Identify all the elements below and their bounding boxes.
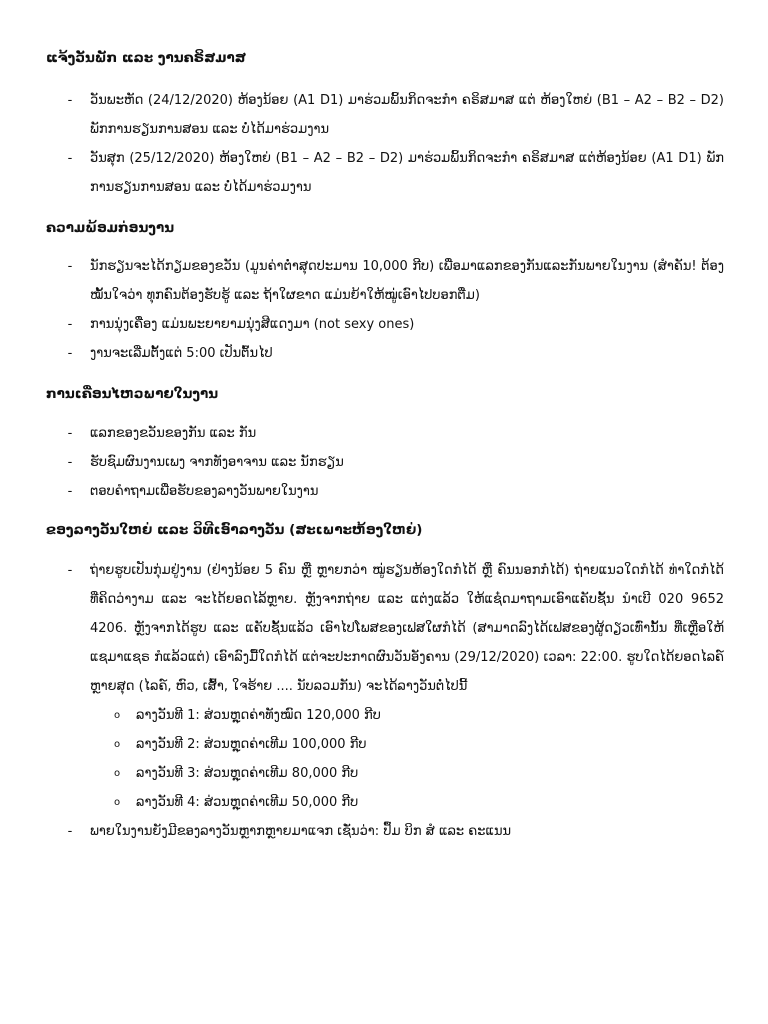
prize-text: ລາງວັນທີ 2: ສ່ວນຫຼຸດຄ່າເທີມ 100,000 ກີບ (136, 737, 367, 752)
dash-bullet: - (67, 484, 73, 499)
list-item-text: ນັກຮຽນຈະໄດ້ກຽມຂອງຂວັນ (ມູນຄ່າຕໍ່າສຸດປະມານ 10,000 ກີບ) ເພື່ອມາແລກຂອງກັນແລະກັນພາຍໃນງານ (ສຳຄັນ! ຕ້ອງໝັ້ນໃຈວ່າ ທຸກຄົນຕ້ອງຮັບຮູ້ ແລະ ຖ້າໃຜຂາດ ແມ່ນຍ້າໃຫ້ໝູ່ເອົາໄປບອກຕື່ມ) (90, 259, 724, 303)
prize-text: ລາງວັນທີ 1: ສ່ວນຫຼຸດຄ່າທັງໝົດ 120,000 ກີບ (136, 708, 381, 723)
prize-text: ລາງວັນທີ 4: ສ່ວນຫຼຸດຄ່າເທີມ 50,000 ກີບ (136, 795, 359, 810)
dash-bullet: - (67, 824, 73, 839)
prize-item (0, 788, 768, 817)
dash-bullet: - (67, 455, 73, 470)
list-item (0, 310, 768, 339)
section-heading-preparation: ຄວາມພ້ອມກ່ອນງານ (46, 220, 175, 236)
list-item (0, 419, 768, 448)
list-item (0, 86, 768, 144)
dash-bullet: - (67, 317, 73, 332)
list-item (0, 556, 768, 701)
list-item-text: ວັນສຸກ (25/12/2020) ຫ້ອງໃຫຍ່ (B1 – A2 – B2 – D2) ມາຮ່ວມພິ້ນກິດຈະກຳ ຄຣິສມາສ ແຕ່ຫ້ອງນ້ອຍ (A1 D1) ພັກການຮຽນການສອນ ແລະ ບໍ່ໄດ້ມາຮ່ວມງານ (90, 151, 724, 195)
circle-bullet: o (114, 739, 121, 750)
list-item-text: ພາຍໃນງານຍັງມີຂອງລາງວັນຫຼາກຫຼາຍມາແຈກ ເຊັ່ນວ່າ: ປຶ້ມ ບິກ ສໍ ແລະ ຄະແນນ (90, 824, 512, 839)
dash-bullet: - (67, 426, 73, 441)
list-item-text: ຖ່າຍຮູບເປັນກຸ່ມຢູ່ງານ (ຢ່າງນ້ອຍ 5 ຄົນ ຫຼື ຫຼາຍກວ່າ ໝູ່ຮຽນຫ້ອງໃດກໍໄດ້ ຫຼື ຄົນນອກກໍໄດ້) ຖ່າຍແນວໃດກໍໄດ້ ທ່າໃດກໍໄດ້ ທີ່ຄິດວ່າງາມ ແລະ ຈະໄດ້ຍອດໄລ້ຫຼາຍ. ຫຼັງຈາກຖ່າຍ ແລະ ແຕ່ງແລ້ວ ໃຫ້ແຊ໋ດມາຖາມເອົາແຄັບຊັ້ນ ນຳເບີ 020 9652 4206. ຫຼັງຈາກໄດ້ຮູບ ແລະ ແຄັບຊັ້ນແລ້ວ ເອົາໄປໂພສຂອງເຟສໃຜກໍໄດ້ (ສາມາດລົງໄດ້ເຟສຂອງຜູ້ດຽວເທົ່ານັ້ນ ທີ່ເຫຼືອໃຫ້ແຊມາແຊຣ ກໍແລ້ວແຕ່) ເອົາລົງມື້ໃດກໍໄດ້ ແຕ່ຈະປະກາດຜົນວັນອັງຄານ (29/12/2020) ເວລາ: 22:00. ຮູບໃດໄດ້ຍອດໄລຄ໌ຫຼາຍສຸດ (ໄລຄ໌, ຫົວ, ເສົ້າ, ໃຈຮ້າຍ .... ນັບລວມກັນ) ຈະໄດ້ລາງວັນຕໍ່ໄປນີ້ (90, 563, 724, 694)
list-item-text: ແລກຂອງຂວັນຂອງກັນ ແລະ ກັນ (90, 426, 257, 441)
dash-bullet: - (67, 346, 73, 361)
list-item (0, 339, 768, 368)
prize-item (0, 730, 768, 759)
section-heading-activities: ການເຄື່ອນໄຫວພາຍໃນງານ (46, 386, 219, 402)
circle-bullet: o (114, 797, 121, 808)
section-heading-holidays: ແຈ້ງວັນພັກ ແລະ ງານຄຣິສມາສ (46, 50, 246, 66)
prize-item (0, 759, 768, 788)
section-list-holidays (0, 86, 768, 202)
list-item-text: ຕອບຄຳຖາມເພື່ອຮັບຂອງລາງວັນພາຍໃນງານ (90, 484, 319, 499)
prize-item (0, 701, 768, 730)
section-list-prizes (0, 556, 768, 846)
list-item (0, 144, 768, 202)
list-item (0, 448, 768, 477)
list-item-text: ງານຈະເລີ່ມຕັ້ງແຕ່ 5:00 ເປັນຕົ້ນໄປ (90, 346, 273, 361)
prize-text: ລາງວັນທີ 3: ສ່ວນຫຼຸດຄ່າເທີມ 80,000 ກີບ (136, 766, 359, 781)
dash-bullet: - (67, 151, 73, 166)
list-item (0, 252, 768, 310)
dash-bullet: - (67, 563, 73, 578)
section-list-preparation (0, 252, 768, 368)
list-item (0, 817, 768, 846)
dash-bullet: - (67, 93, 73, 108)
list-item-text: ວັນພະຫັດ (24/12/2020) ຫ້ອງນ້ອຍ (A1 D1) ມາຮ່ວມພິ້ນກິດຈະກຳ ຄຣິສມາສ ແຕ່ ຫ້ອງໃຫຍ່ (B1 – A2 – B2 – D2) ພັກການຮຽນການສອນ ແລະ ບໍ່ໄດ້ມາຮ່ວມງານ (90, 93, 724, 137)
list-item-text: ການນຸ່ງເຄື່ອງ ແມ່ນພະຍາຍາມນຸ່ງສີແດງມາ (not sexy ones) (90, 317, 415, 332)
list-item (0, 477, 768, 506)
dash-bullet: - (67, 259, 73, 274)
section-list-activities (0, 419, 768, 506)
circle-bullet: o (114, 710, 121, 721)
section-heading-prizes: ຂອງລາງວັນໃຫຍ່ ແລະ ວິທີເອົາລາງວັນ (ສະເພາະຫ້ອງໃຫຍ່) (46, 522, 423, 538)
circle-bullet: o (114, 768, 121, 779)
list-item-text: ຮັບຊົມຜົນງານເພງ ຈາກທັງອາຈານ ແລະ ນັກຮຽນ (90, 455, 344, 470)
